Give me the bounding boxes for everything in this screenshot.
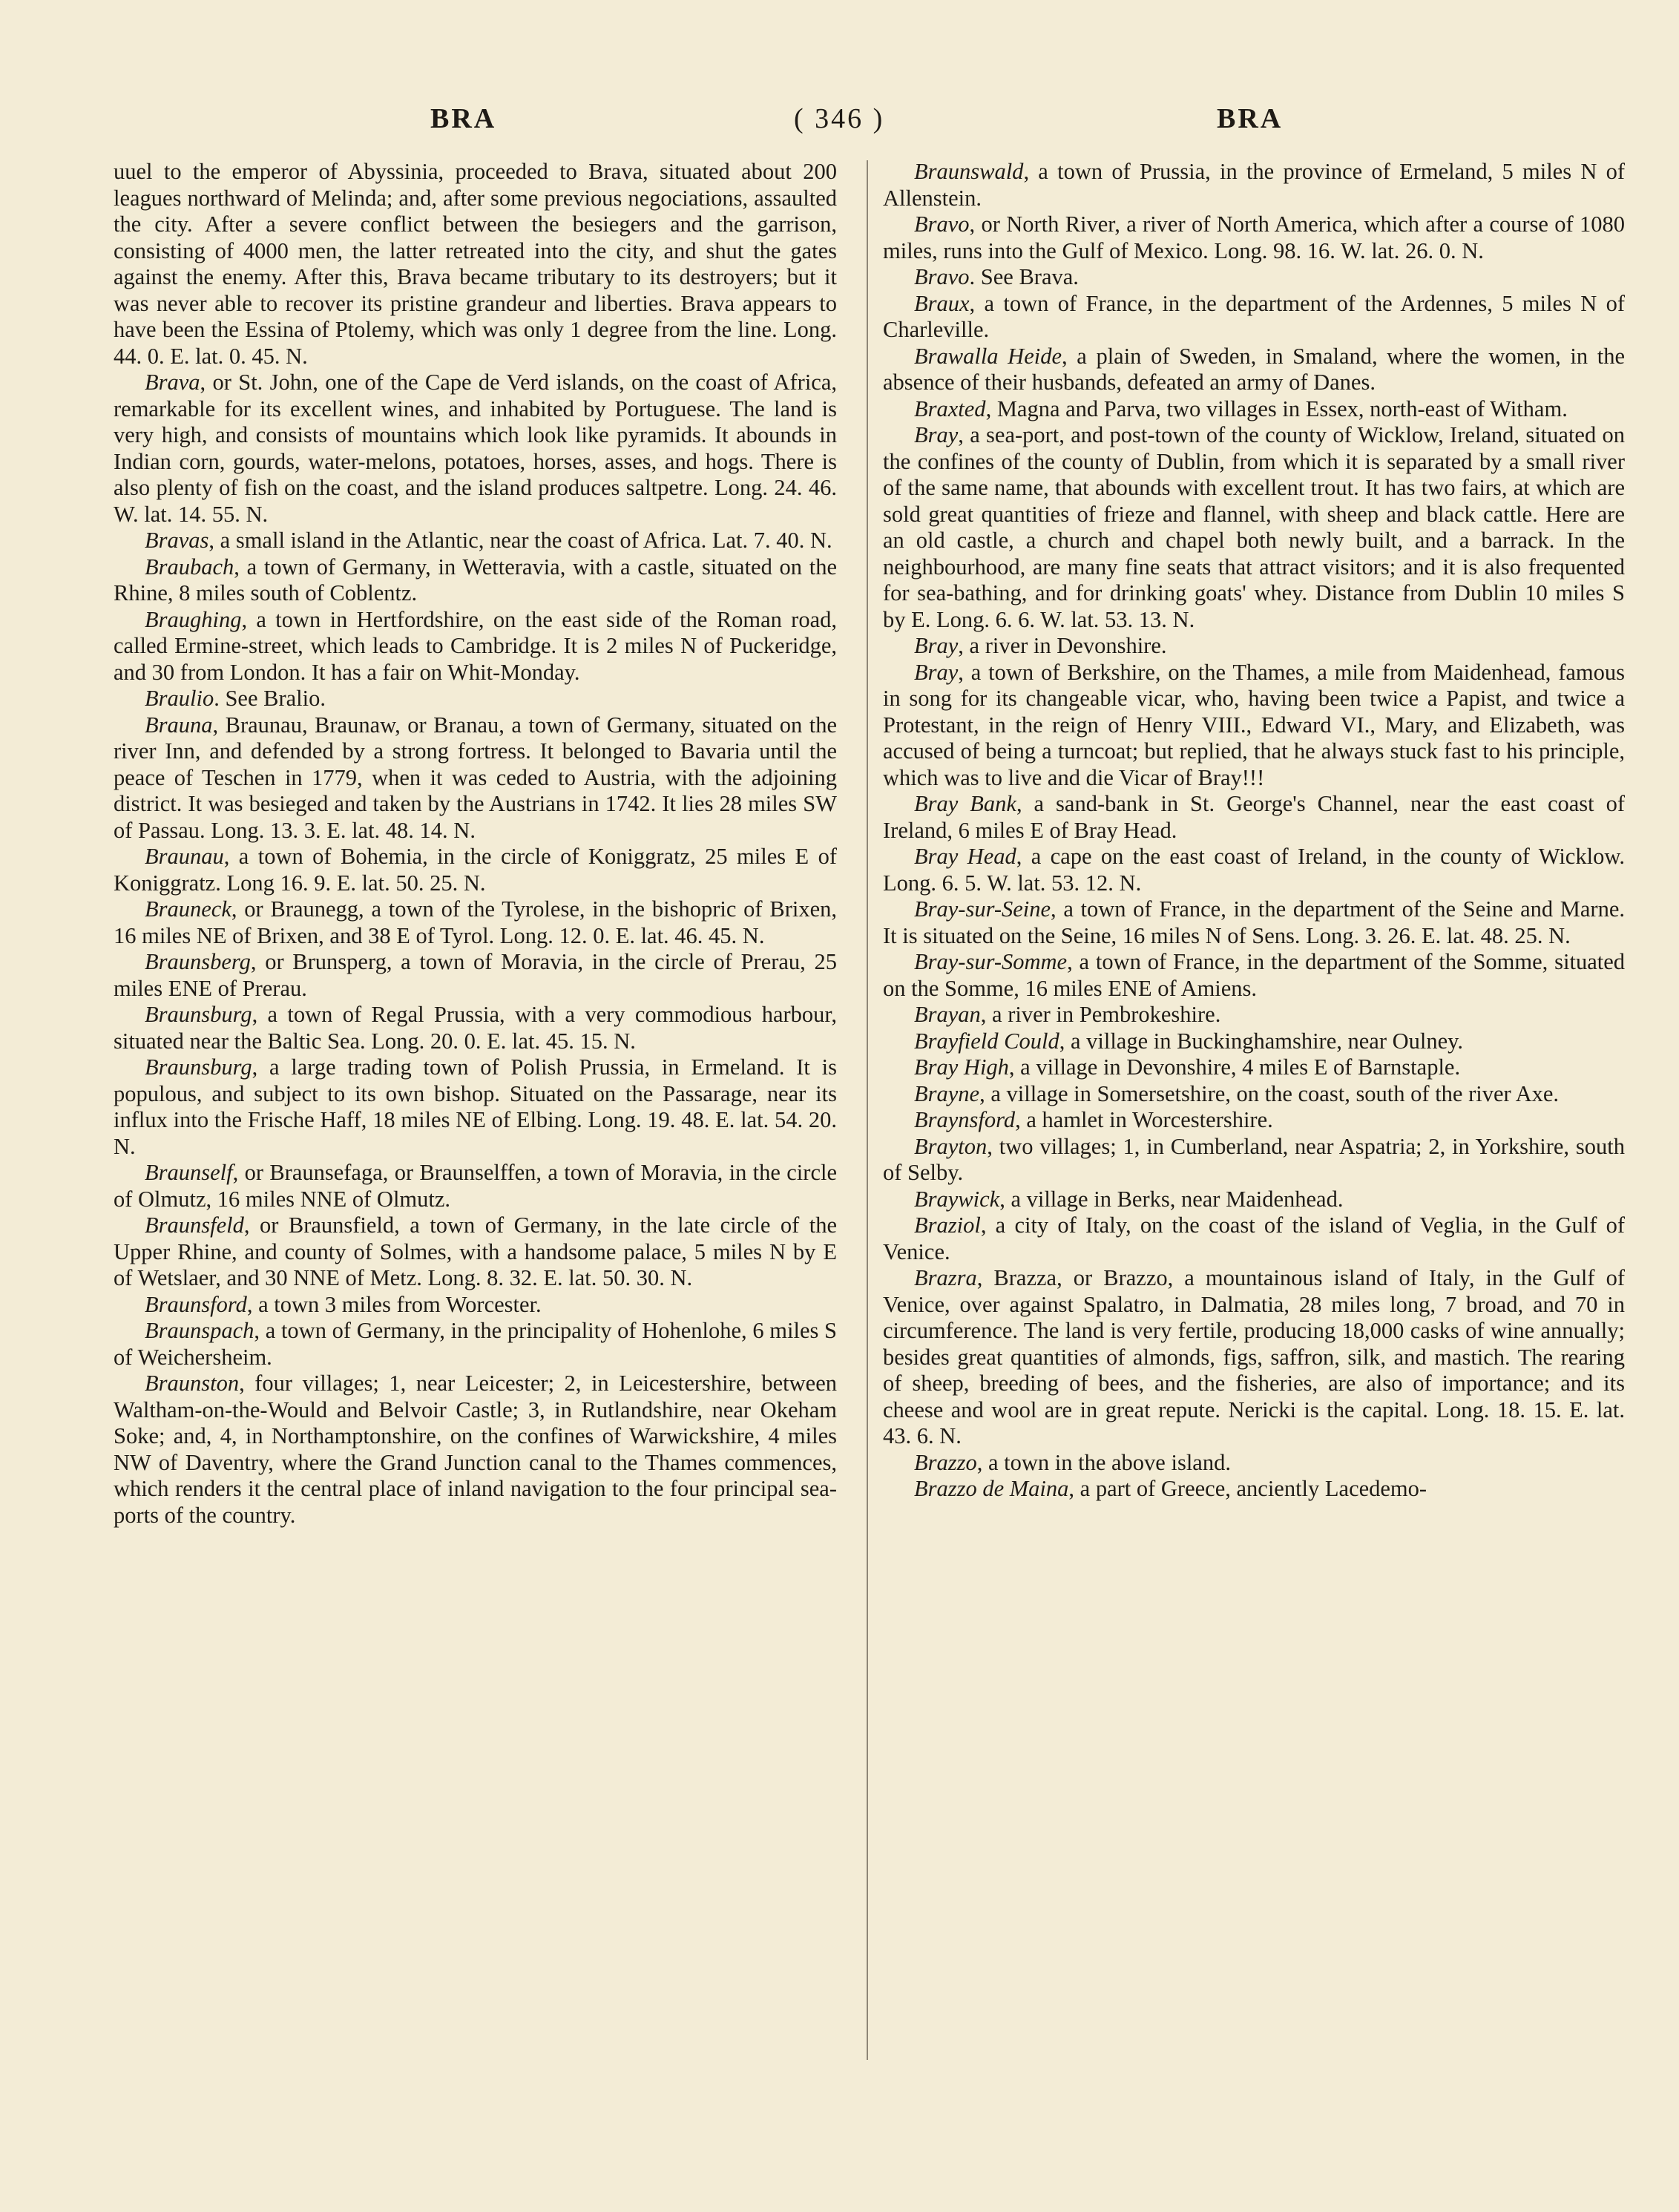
entry-text: , or Braunsefaga, or Braunselffen, a town of Moravia, in the circle of Olmutz, 16 miles NNE of Olmutz.: [114, 1160, 837, 1212]
entry-headword: Braunsburg: [145, 1054, 252, 1080]
entry-headword: Bray Bank: [914, 791, 1016, 816]
dictionary-entry: [114, 1371, 837, 1529]
entry-headword: Brayne: [914, 1080, 980, 1106]
entry-headword: Bray: [914, 633, 959, 658]
entry-headword: Brazra: [914, 1265, 977, 1290]
dictionary-entry: [883, 1187, 1625, 1213]
dictionary-entry: [883, 264, 1625, 291]
entry-text: , a sea-port, and post-town of the county of Wicklow, Ireland, situated on the confines of the county of Dublin, from which it is separated by a small river of the same name, that abounds with excellent trout. It has two fairs, at which are sold great quantities of frieze and flannel, with sheep and black cattle. Here are an old castle, a church and chapel both newly built, and a barrack. In the neighbourhood, are many fine seats that attract visitors; and it is also frequented for sea-bathing, and for drinking goats' whey. Distance from Dublin 10 miles S by E. Long. 6. 6. W. lat. 53. 13. N.: [883, 422, 1625, 632]
entry-headword: Braunsburg: [145, 1002, 252, 1027]
entry-text: , a town of France, in the department of the Seine and Marne. It is situated on the Seine, 16 miles N of Sens. Long. 3. 26. E. lat. 48. 25. N.: [883, 896, 1625, 948]
entry-headword: Bray-sur-Somme: [914, 949, 1068, 974]
dictionary-entry: [883, 1265, 1625, 1450]
entry-text: , a village in Buckinghamshire, near Oulney.: [1059, 1028, 1464, 1054]
entry-text: , a river in Pembrokeshire.: [980, 1002, 1221, 1027]
entry-text: , a city of Italy, on the coast of the island of Veglia, in the Gulf of Venice.: [883, 1212, 1625, 1264]
dictionary-entry: [114, 844, 837, 896]
entry-text: , a town in the above island.: [976, 1449, 1231, 1475]
entry-headword: Brayfield Could: [914, 1028, 1059, 1054]
entry-text: , or St. John, one of the Cape de Verd islands, on the coast of Africa, remarkable for its excellent wines, and inhabited by Portuguese. The land is very high, and consists of mountains which look like pyramids. It abounds in Indian corn, gourds, water-melons, potatoes, horses, asses, and hogs. There is also plenty of fish on the coast, and the island produces saltpetre. Long. 24. 46. W. lat. 14. 55. N.: [114, 370, 837, 527]
dictionary-entry: [114, 1318, 837, 1371]
dictionary-entry: [114, 896, 837, 949]
entry-headword: Brayan: [914, 1002, 981, 1027]
entry-headword: Braunau: [145, 844, 224, 869]
entry-text: , a sand-bank in St. George's Channel, near the east coast of Ireland, 6 miles E of Bray Head.: [883, 791, 1625, 843]
entry-headword: Braux: [914, 290, 970, 316]
entry-headword: Braughing: [145, 606, 242, 632]
dictionary-entry: [883, 1002, 1625, 1028]
entry-headword: Braunswald: [914, 159, 1024, 184]
entry-headword: Brava: [145, 370, 200, 395]
entry-text: , a town of Berkshire, on the Thames, a mile from Maidenhead, famous in song for its changeable vicar, who, having been twice a Papist, and twice a Protestant, in the reign of Henry VIII., Edward VI., Mary, and Elizabeth, was accused of being a turncoat; but replied, that he always stuck fast to his principle, which was to live and die Vicar of Bray!!!: [883, 659, 1625, 790]
entry-text: , two villages; 1, in Cumberland, near Aspatria; 2, in Yorkshire, south of Selby.: [883, 1133, 1625, 1185]
entry-headword: Braynsford: [914, 1107, 1016, 1132]
dictionary-entry: [114, 1054, 837, 1160]
entry-text: , a town of France, in the department of the Ardennes, 5 miles N of Charleville.: [883, 290, 1625, 342]
dictionary-entry: [883, 1212, 1625, 1265]
entry-text: , a town of Bohemia, in the circle of Koniggratz, 25 miles E of Koniggratz. Long 16. 9. E. lat. 50. 25. N.: [114, 844, 837, 896]
entry-headword: Brawalla Heide: [914, 343, 1062, 369]
dictionary-entry: [883, 291, 1625, 344]
dictionary-entry: [883, 1107, 1625, 1134]
entry-text: , a part of Greece, anciently Lacedemo-: [1068, 1476, 1427, 1501]
entry-text: , or North River, a river of North America, which after a course of 1080 miles, runs into the Gulf of Mexico. Long. 98. 16. W. lat. 26. 0. N.: [883, 211, 1625, 263]
dictionary-entry: [114, 1212, 837, 1292]
entry-headword: Braulio: [145, 686, 214, 711]
dictionary-entry: [883, 949, 1625, 1002]
running-header: [111, 102, 1543, 147]
page-number: ( 346 ): [794, 103, 885, 134]
dictionary-entry: [883, 844, 1625, 896]
entry-headword: Brauna: [145, 712, 213, 738]
entry-text: , Braunau, Braunaw, or Branau, a town of Germany, situated on the river Inn, and defended by a strong fortress. It belonged to Bavaria until the peace of Teschen in 1779, when it was ceded to Austria, with the adjoining district. It was besieged and taken by the Austrians in 1742. It lies 28 miles SW of Passau. Long. 13. 3. E. lat. 48. 14. N.: [114, 712, 837, 843]
dictionary-entry: [883, 660, 1625, 792]
dictionary-entry: [114, 1160, 837, 1212]
entry-text: , a hamlet in Worcestershire.: [1015, 1107, 1273, 1132]
entry-headword: Brayton: [914, 1133, 988, 1159]
dictionary-entry: [883, 344, 1625, 396]
entry-text: , a town of France, in the department of the Somme, situated on the Somme, 16 miles ENE of Amiens.: [883, 949, 1625, 1001]
dictionary-entry: [114, 1002, 837, 1054]
entry-text: , a town 3 miles from Worcester.: [246, 1291, 542, 1317]
dictionary-entry: [114, 949, 837, 1002]
entry-text: . See Bralio.: [214, 686, 326, 711]
entry-headword: Braunston: [145, 1371, 240, 1396]
entry-text: , a town in Hertfordshire, on the east side of the Roman road, called Ermine-street, which leads to Cambridge. It is 2 miles N of Puckeridge, and 30 from London. It has a fair on Whit-Monday.: [114, 606, 837, 685]
header-left-word: BRA: [430, 103, 497, 134]
dictionary-entry: [883, 896, 1625, 949]
entry-headword: Braunspach: [145, 1318, 254, 1343]
entry-text: , or Brunsperg, a town of Moravia, in the circle of Prerau, 25 miles ENE of Prerau.: [114, 949, 837, 1001]
entry-headword: Brazzo de Maina: [914, 1476, 1069, 1501]
dictionary-entry: [883, 211, 1625, 264]
dictionary-entry: [114, 1292, 837, 1319]
dictionary-entry: [114, 607, 837, 686]
entry-headword: Bray High: [914, 1054, 1009, 1080]
left-column: [114, 159, 837, 1529]
entry-text: , or Braunegg, a town of the Tyrolese, in the bishopric of Brixen, 16 miles NE of Brixen, and 38 E of Tyrol. Long. 12. 0. E. lat. 46. 45. N.: [114, 896, 837, 948]
entry-text: , a village in Somersetshire, on the coast, south of the river Axe.: [979, 1080, 1560, 1106]
dictionary-entry: [883, 1450, 1625, 1477]
entry-text: , or Braunsfield, a town of Germany, in the late circle of the Upper Rhine, and county of Solmes, with a handsome palace, 5 miles N by E of Wetslaer, and 30 NNE of Metz. Long. 8. 32. E. lat. 50. 30. N.: [114, 1212, 837, 1290]
entry-headword: Bravas: [145, 528, 209, 553]
dictionary-entry: [883, 159, 1625, 211]
dictionary-entry: [114, 554, 837, 607]
entry-text: , a river in Devonshire.: [958, 633, 1167, 658]
entry-headword: Bravo: [914, 264, 970, 289]
entry-headword: Braxted: [914, 396, 986, 421]
column-divider: [867, 160, 868, 2060]
dictionary-entry: [114, 686, 837, 712]
dictionary-entry: [114, 528, 837, 554]
entry-headword: Braunsberg: [145, 949, 251, 974]
entry-headword: Braziol: [914, 1212, 981, 1238]
entry-headword: Braunsfeld: [145, 1212, 244, 1238]
entry-text: , four villages; 1, near Leicester; 2, in Leicestershire, between Waltham-on-the-Would and Belvoir Castle; 3, in Rutlandshire, near Okeham Soke; and, 4, in Northamptonshire, on the confines of Warwickshire, 4 miles NW of Daventry, where the Grand Junction canal to the Thames commences, which renders it the central place of inland navigation to the four principal sea-ports of the country.: [114, 1371, 837, 1528]
entry-headword: Bray-sur-Seine: [914, 896, 1051, 922]
dictionary-entry: [114, 712, 837, 844]
entry-headword: Braubach: [145, 554, 234, 580]
dictionary-entry: [883, 791, 1625, 844]
dictionary-entry: [883, 1081, 1625, 1108]
entry-headword: Brauneck: [145, 896, 231, 922]
entry-headword: Braunsford: [145, 1291, 247, 1317]
dictionary-entry: [883, 1134, 1625, 1187]
right-column: [883, 159, 1625, 1503]
entry-text: , Brazza, or Brazzo, a mountainous island of Italy, in the Gulf of Venice, over against Spalatro, in Dalmatia, 28 miles long, 7 broad, and 70 in circumference. The land is very fertile, producing 18,000 casks of wine annually; besides great quantities of almonds, figs, saffron, silk, and mastich. The rearing of sheep, breeding of bees, and the fisheries, are also of importance; and its cheese and wool are in great repute. Nericki is the capital. Long. 18. 15. E. lat. 43. 6. N.: [883, 1265, 1625, 1448]
entry-text: , a small island in the Atlantic, near the coast of Africa. Lat. 7. 40. N.: [208, 528, 832, 553]
dictionary-entry: [883, 633, 1625, 660]
dictionary-entry: [114, 370, 837, 528]
dictionary-entry: [883, 396, 1625, 423]
entry-text: , Magna and Parva, two villages in Essex, north-east of Witham.: [985, 396, 1568, 421]
dictionary-entry: [883, 1054, 1625, 1081]
entry-text: , a village in Devonshire, 4 miles E of Barnstaple.: [1008, 1054, 1461, 1080]
entry-text: , a town of Germany, in Wetteravia, with a castle, situated on the Rhine, 8 miles south of Coblentz.: [114, 554, 837, 605]
entry-headword: Braunself: [145, 1160, 233, 1185]
entry-text: , a town of Prussia, in the province of Ermeland, 5 miles N of Allenstein.: [883, 159, 1625, 211]
dictionary-entry: [114, 159, 837, 370]
entry-text: , a plain of Sweden, in Smaland, where the women, in the absence of their husbands, defeated an army of Danes.: [883, 343, 1625, 395]
entry-text: , a village in Berks, near Maidenhead.: [999, 1186, 1344, 1212]
entry-headword: Brazzo: [914, 1449, 977, 1475]
dictionary-entry: [883, 1476, 1625, 1503]
dictionary-entry: [883, 422, 1625, 633]
entry-text: , a cape on the east coast of Ireland, in the county of Wicklow. Long. 6. 5. W. lat. 53. 12. N.: [883, 844, 1625, 896]
entry-text: , a town of Germany, in the principality of Hohenlohe, 6 miles S of Weichersheim.: [114, 1318, 837, 1370]
entry-headword: Bray: [914, 422, 959, 447]
entry-text: . See Brava.: [969, 264, 1079, 289]
entry-headword: Bray: [914, 659, 959, 685]
entry-headword: Bray Head: [914, 844, 1016, 869]
entry-headword: Braywick: [914, 1186, 1000, 1212]
entry-text: , a town of Regal Prussia, with a very commodious harbour, situated near the Baltic Sea. Long. 20. 0. E. lat. 45. 15. N.: [114, 1002, 837, 1054]
header-right-word: BRA: [1217, 103, 1284, 134]
dictionary-entry: [883, 1028, 1625, 1055]
entry-headword: Bravo: [914, 211, 970, 237]
entry-text: uuel to the emperor of Abyssinia, proceeded to Brava, situated about 200 leagues northward of Melinda; and, after some previous negociations, assaulted the city. After a severe conflict between the besiegers and the garrison, consisting of 4000 men, the latter retreated into the city, and shut the gates against the enemy. After this, Brava became tributary to its destroyers; but it was never able to recover its pristine grandeur and liberties. Brava appears to have been the Essina of Ptolemy, which was only 1 degree from the line. Long. 44. 0. E. lat. 0. 45. N.: [114, 159, 837, 369]
entry-text: , a large trading town of Polish Prussia, in Ermeland. It is populous, and subject to its own bishop. Situated on the Passarage, near its influx into the Frische Haff, 18 miles NE of Elbing. Long. 19. 48. E. lat. 54. 20. N.: [114, 1054, 837, 1159]
